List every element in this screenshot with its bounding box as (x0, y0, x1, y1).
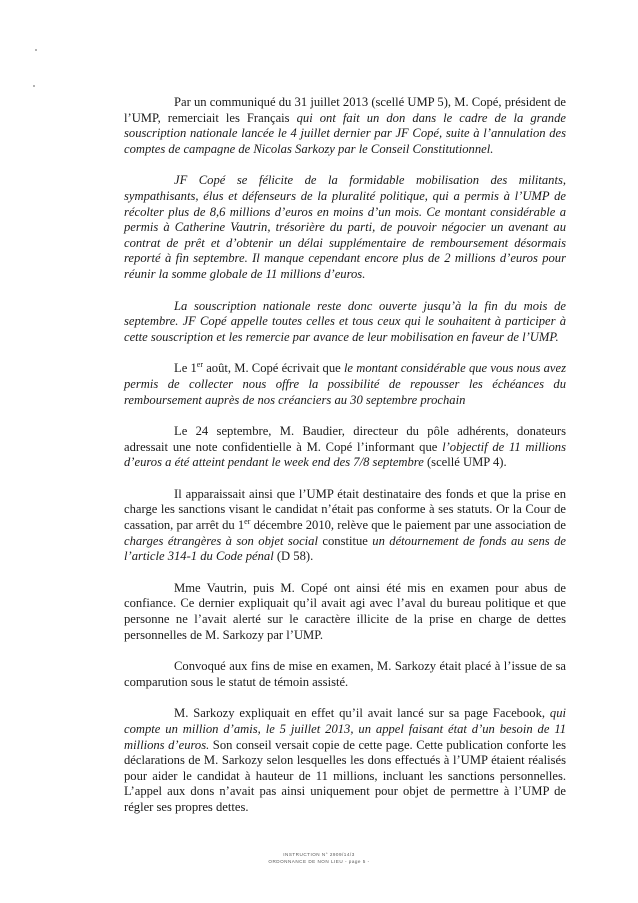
document-body (124, 95, 566, 832)
paragraph (124, 706, 566, 815)
scan-speck (35, 49, 37, 51)
italic-quote: un détournement de fonds au sens de l’article 314-1 du Code pénal (124, 533, 566, 564)
paragraph (124, 424, 566, 471)
paragraph (124, 659, 566, 690)
text-run: Son conseil versait copie de cette page. Cette publication conforte les déclarations de M. Sarkozy selon lesquelles les dons effectués à l’UMP étaient réalisés pour aider le candidat à hauteur de 11 millions, incluant les sanctions personnelles. L’appel aux dons n’avait pas ainsi uniquement pour objet de permettre à l’UMP de régler ses propres dettes. (124, 737, 566, 814)
footer-reference: INSTRUCTION N° 2909/14/3 (283, 852, 355, 857)
italic-quote: La souscription nationale reste donc ouverte jusqu’à la fin du mois de septembre. JF Copé appelle toutes celles et tous ceux qui le souhaitent à participer à cette souscription et les remercie par avance de leur mobilisation en faveur de l’UMP. (124, 298, 566, 344)
text-run: décembre 2010, relève que le paiement par une association de (250, 518, 566, 533)
paragraph (124, 95, 566, 157)
superscript-text: er (244, 516, 251, 526)
text-run: Convoqué aux fins de mise en examen, M. Sarkozy était placé à l’issue de sa comparution sous le statut de témoin assisté. (124, 659, 566, 689)
superscript-text: er (196, 360, 204, 370)
text-run: Par un communiqué du 31 juillet 2013 (scellé UMP 5), M. Copé, président de l’UMP, remerciait les Français (124, 95, 566, 125)
text-run: Le 24 septembre, M. Baudier, directeur du pôle adhérents, donateurs adressait une note confidentielle à M. Copé l’informant que (124, 424, 566, 454)
paragraph (124, 361, 566, 408)
text-run: M. Sarkozy expliquait en effet qu’il avait lancé sur sa page Facebook, (174, 706, 550, 721)
text-run: (scellé UMP 4). (423, 455, 507, 470)
italic-quote: JF Copé se félicite de la formidable mobilisation des militants, sympathisants, élus et défenseurs de la pluralité politique, qui a permis à l’UMP de récolter plus de 8,6 millions d’euros en moins d’un mois. Ce montant considérable a permis à Catherine Vautrin, trésorière du parti, de pouvoir négocier un avenant au contrat de prêt et d’obtenir un délai supplémentaire de remboursement désormais reporté à fin septembre. Il manque cependant encore plus de 2 millions d’euros pour réunir la somme globale de 11 millions d’euros. (124, 173, 566, 281)
text-run: (D 58). (273, 549, 314, 564)
paragraph (124, 581, 566, 643)
paragraph (124, 173, 566, 282)
italic-quote: le montant considérable que vous nous avez permis de collecter nous offre la possibilité de repousser les échéances du remboursement auprès de nos créanciers au 30 septembre prochain (124, 361, 567, 407)
paragraph (124, 299, 566, 346)
footer-page-label: ORDONNANCE DE NON LIEU - page 5 - (268, 859, 370, 864)
paragraph (124, 487, 566, 565)
scan-speck (33, 85, 35, 87)
italic-quote: l’objectif de 11 millions d’euros a été atteint pendant le week end des 7/8 septembre (124, 439, 566, 470)
text-run: constitue (317, 533, 373, 548)
text-run: Il apparaissait ainsi que l’UMP était destinataire des fonds et que la prise en charge les sanctions visant le candidat n’était pas conforme à ses statuts. Or la Cour de cassation, par arrêt du 1 (124, 486, 566, 533)
text-run: août, M. Copé écrivait que (203, 361, 344, 376)
text-run: Le 1 (174, 361, 197, 376)
text-run: Mme Vautrin, puis M. Copé ont ainsi été mis en examen pour abus de confiance. Ce dernier expliquait qu’il avait agi avec l’aval du bureau politique et que personne ne l’avait alerté sur le caractère illicite de la prise en charge de dettes personnelles de M. Sarkozy par l’UMP. (124, 580, 566, 642)
italic-quote: charges étrangères à son objet social (124, 533, 318, 548)
italic-quote: qui ont fait un don dans le cadre de la grande souscription nationale lancée le 4 juillet dernier par JF Copé, suite à l’annulation des comptes de campagne de Nicolas Sarkozy par le Conseil Constitutionnel. (124, 110, 566, 156)
italic-quote: qui compte un million d’amis, le 5 juillet 2013, un appel faisant état d’un besoin de 11 millions d’euros. (124, 706, 566, 752)
